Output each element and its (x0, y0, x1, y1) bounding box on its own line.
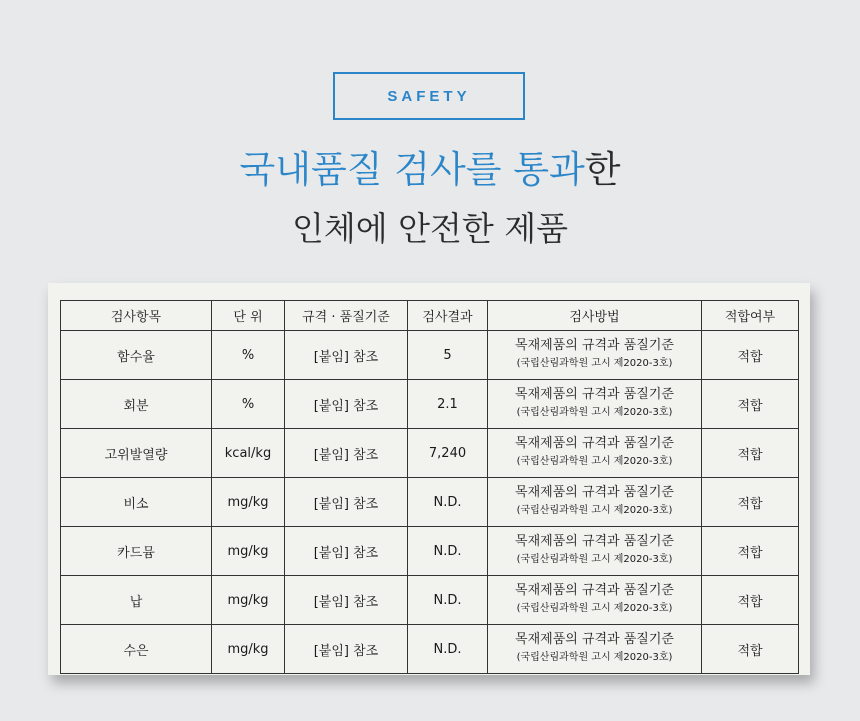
table-row (61, 331, 799, 380)
cell-result: 5 (408, 331, 488, 380)
table-row (61, 429, 799, 478)
method-text: 목재제품의 규격과 품질기준 (515, 583, 674, 598)
cell-method (488, 576, 702, 625)
method-note: (국립산림과학원 고시 제2020-3호) (516, 554, 673, 565)
cell-item: 수은 (61, 625, 212, 674)
cell-unit: mg/kg (212, 478, 285, 527)
cell-result: N.D. (408, 478, 488, 527)
method-note: (국립산림과학원 고시 제2020-3호) (516, 603, 673, 614)
method-text: 목재제품의 규격과 품질기준 (515, 485, 674, 500)
cell-verdict: 적합 (702, 527, 799, 576)
cell-item: 카드뮴 (61, 527, 212, 576)
cell-verdict: 적합 (702, 576, 799, 625)
header-standard: 규격 · 품질기준 (285, 301, 408, 331)
method-text: 목재제품의 규격과 품질기준 (515, 436, 674, 451)
cell-standard: [붙임] 참조 (285, 429, 408, 478)
cell-verdict: 적합 (702, 625, 799, 674)
cell-method (488, 478, 702, 527)
table-header-row (61, 301, 799, 331)
table-row (61, 625, 799, 674)
test-report-document (48, 283, 810, 675)
cell-unit: kcal/kg (212, 429, 285, 478)
cell-item: 회분 (61, 380, 212, 429)
cell-standard: [붙임] 참조 (285, 576, 408, 625)
cell-unit: mg/kg (212, 527, 285, 576)
subheadline: 인체에 안전한 제품 (291, 209, 568, 248)
method-text: 목재제품의 규격과 품질기준 (515, 534, 674, 549)
cell-standard: [붙임] 참조 (285, 380, 408, 429)
cell-standard: [붙임] 참조 (285, 331, 408, 380)
header-verdict: 적합여부 (702, 301, 799, 331)
cell-result: 2.1 (408, 380, 488, 429)
cell-verdict: 적합 (702, 380, 799, 429)
header-method: 검사방법 (488, 301, 702, 331)
table-row (61, 527, 799, 576)
method-text: 목재제품의 규격과 품질기준 (515, 632, 674, 647)
cell-verdict: 적합 (702, 331, 799, 380)
method-note: (국립산림과학원 고시 제2020-3호) (516, 358, 673, 369)
method-text: 목재제품의 규격과 품질기준 (515, 338, 674, 353)
cell-result: 7,240 (408, 429, 488, 478)
cell-unit: % (212, 380, 285, 429)
test-results-table (60, 300, 799, 674)
cell-standard: [붙임] 참조 (285, 625, 408, 674)
cell-method (488, 380, 702, 429)
header-result: 검사결과 (408, 301, 488, 331)
cell-item: 납 (61, 576, 212, 625)
cell-item: 고위발열량 (61, 429, 212, 478)
header-item: 검사항목 (61, 301, 212, 331)
headline (0, 147, 860, 193)
method-note: (국립산림과학원 고시 제2020-3호) (516, 407, 673, 418)
cell-method (488, 625, 702, 674)
cell-result: N.D. (408, 576, 488, 625)
method-note: (국립산림과학원 고시 제2020-3호) (516, 505, 673, 516)
cell-item: 비소 (61, 478, 212, 527)
cell-unit: mg/kg (212, 576, 285, 625)
cell-standard: [붙임] 참조 (285, 478, 408, 527)
safety-badge-label: SAFETY (387, 87, 471, 105)
cell-result: N.D. (408, 527, 488, 576)
headline-highlight: 국내품질 검사를 통과 (239, 148, 585, 191)
cell-method (488, 429, 702, 478)
method-note: (국립산림과학원 고시 제2020-3호) (516, 652, 673, 663)
cell-method (488, 331, 702, 380)
table-row (61, 576, 799, 625)
cell-unit: % (212, 331, 285, 380)
cell-item: 함수율 (61, 331, 212, 380)
method-text: 목재제품의 규격과 품질기준 (515, 387, 674, 402)
headline-tail: 한 (584, 148, 621, 191)
cell-standard: [붙임] 참조 (285, 527, 408, 576)
cell-verdict: 적합 (702, 429, 799, 478)
cell-verdict: 적합 (702, 478, 799, 527)
method-note: (국립산림과학원 고시 제2020-3호) (516, 456, 673, 467)
cell-method (488, 527, 702, 576)
table-row (61, 380, 799, 429)
cell-result: N.D. (408, 625, 488, 674)
cell-unit: mg/kg (212, 625, 285, 674)
header-unit: 단 위 (212, 301, 285, 331)
table-row (61, 478, 799, 527)
safety-badge (333, 72, 525, 120)
